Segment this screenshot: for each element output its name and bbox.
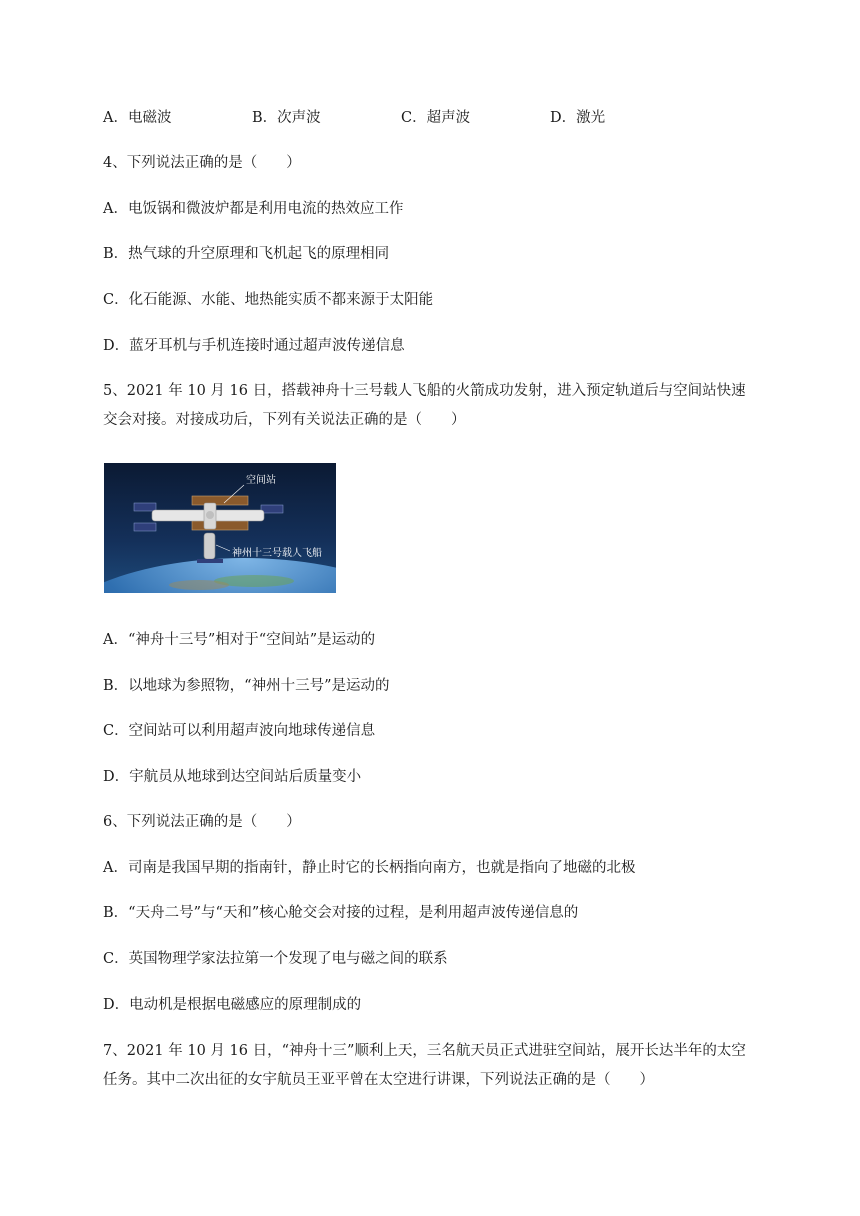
q3-option-b: B．次声波: [252, 110, 321, 126]
space-station-figure: [104, 463, 336, 593]
q5-option-c: C．空间站可以利用超声波向地球传递信息: [103, 723, 376, 739]
q7-stem-line1: 7、2021 年 10 月 16 日，“神舟十三”顺利上天，三名航天员正式进驻空间站，展开长达半年的太空: [103, 1043, 746, 1059]
q5-option-a: A．“神舟十三号”相对于“空间站”是运动的: [103, 632, 376, 648]
q3-option-c: C．超声波: [401, 110, 471, 126]
q7-stem-line2: 任务。其中二次出征的女宇航员王亚平曾在太空进行讲课，下列说法正确的是（ ）: [103, 1072, 654, 1088]
label-space-station: 空间站: [246, 475, 276, 486]
q5-option-b: B．以地球为参照物，“神州十三号”是运动的: [103, 678, 390, 694]
q4-stem: 4、下列说法正确的是（ ）: [103, 155, 301, 171]
q5-option-d: D．宇航员从地球到达空间站后质量变小: [103, 769, 362, 785]
q6-option-d: D．电动机是根据电磁感应的原理制成的: [103, 997, 362, 1013]
q5-stem-line1: 5、2021 年 10 月 16 日，搭载神舟十三号载人飞船的火箭成功发射，进入预定轨道后与空间站快速: [103, 383, 746, 399]
q3-option-d: D．激光: [550, 110, 606, 126]
space-station-illustration: [104, 463, 336, 593]
q3-option-a: A．电磁波: [103, 110, 172, 126]
q6-option-a: A．司南是我国早期的指南针，静止时它的长柄指向南方，也就是指向了地磁的北极: [103, 860, 636, 876]
q6-option-b: B．“天舟二号”与“天和”核心舱交会对接的过程，是利用超声波传递信息的: [103, 905, 579, 921]
q4-option-c: C．化石能源、水能、地热能实质不都来源于太阳能: [103, 292, 434, 308]
q6-stem: 6、下列说法正确的是（ ）: [103, 814, 301, 830]
q5-stem-line2: 交会对接。对接成功后，下列有关说法正确的是（ ）: [103, 412, 466, 428]
q6-option-c: C．英国物理学家法拉第一个发现了电与磁之间的联系: [103, 951, 448, 967]
q4-option-b: B．热气球的升空原理和飞机起飞的原理相同: [103, 246, 390, 262]
q4-option-a: A．电饭锅和微波炉都是利用电流的热效应工作: [103, 201, 404, 217]
q4-option-d: D．蓝牙耳机与手机连接时通过超声波传递信息: [103, 338, 405, 354]
label-spacecraft: 神州十三号载人飞船: [232, 548, 322, 559]
